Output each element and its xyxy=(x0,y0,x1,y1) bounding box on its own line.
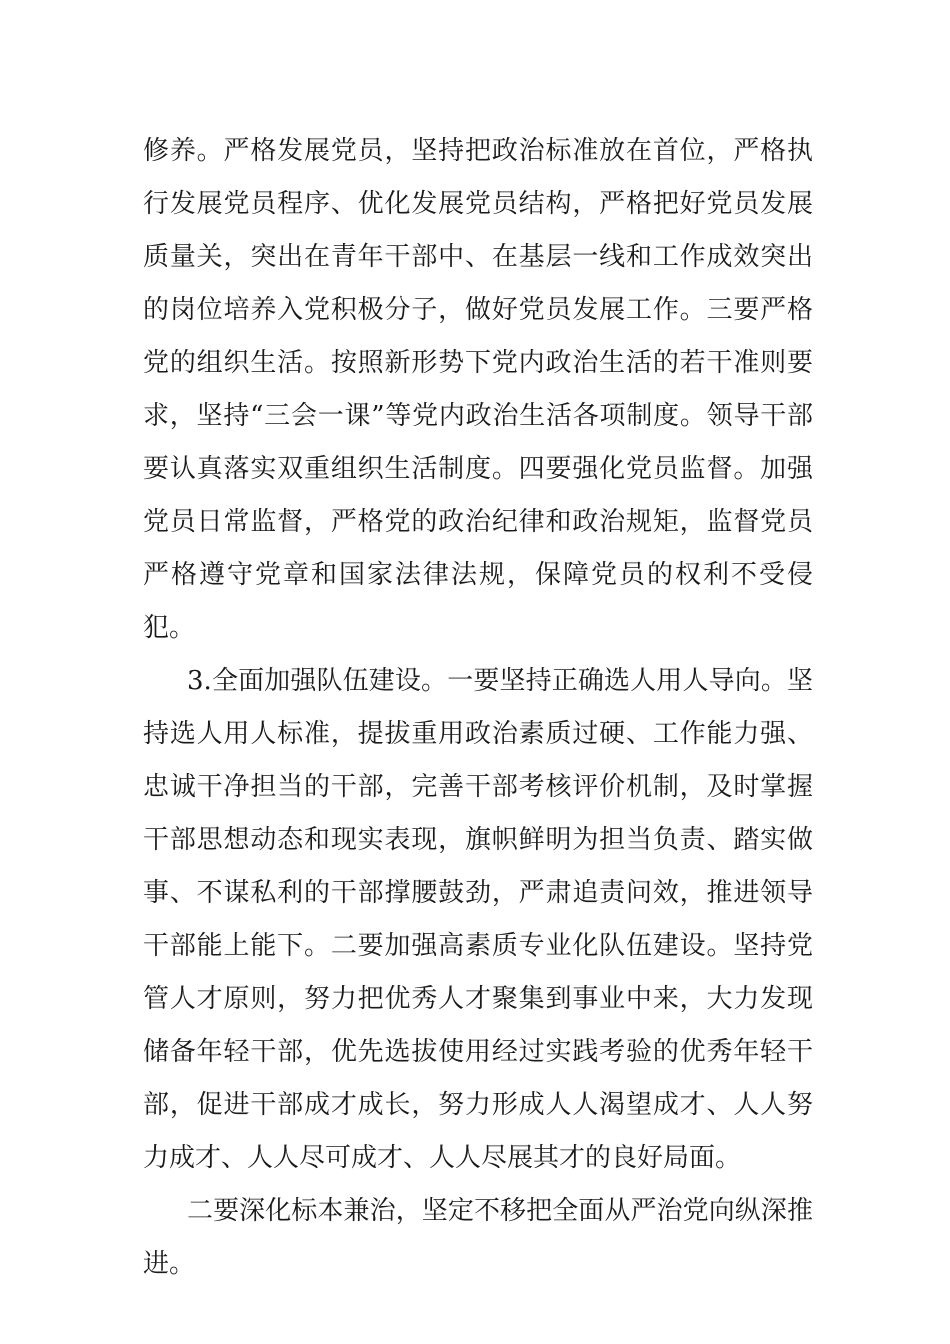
paragraph-deepen-governance: 二要深化标本兼治，坚定不移把全面从严治党向纵深推进。 xyxy=(143,1196,813,1279)
document-body xyxy=(143,125,813,1291)
paragraph-team-building: 3.全面加强队伍建设。一要坚持正确选人用人导向。坚持选人用人标准，提拔重用政治素质过硬、工作能力强、忠诚干净担当的干部，完善干部考核评价机制，及时掌握干部思想动态和现实表现，旗帜鲜明为担当负责、踏实做事、不谋私利的干部撑腰鼓劲，严肃追责问效，推进领导干部能上能下。二要加强高素质专业化队伍建设。坚持党管人才原则，努力把优秀人才聚集到事业中来，大力发现储备年轻干部，优先选拔使用经过实践考验的优秀年轻干部，促进干部成才成长，努力形成人人渴望成才、人人努力成才、人人尽可成才、人人尽展其才的良好局面。 xyxy=(143,666,813,1173)
paragraph-continuation: 修养。严格发展党员，坚持把政治标准放在首位，严格执行发展党员程序、优化发展党员结构，严格把好党员发展质量关，突出在青年干部中、在基层一线和工作成效突出的岗位培养入党积极分子，做好党员发展工作。三要严格党的组织生活。按照新形势下党内政治生活的若干准则要求，坚持“三会一课”等党内政治生活各项制度。领导干部要认真落实双重组织生活制度。四要强化党员监督。加强党员日常监督，严格党的政治纪律和政治规矩，监督党员严格遵守党章和国家法律法规，保障党员的权利不受侵犯。 xyxy=(143,136,813,643)
